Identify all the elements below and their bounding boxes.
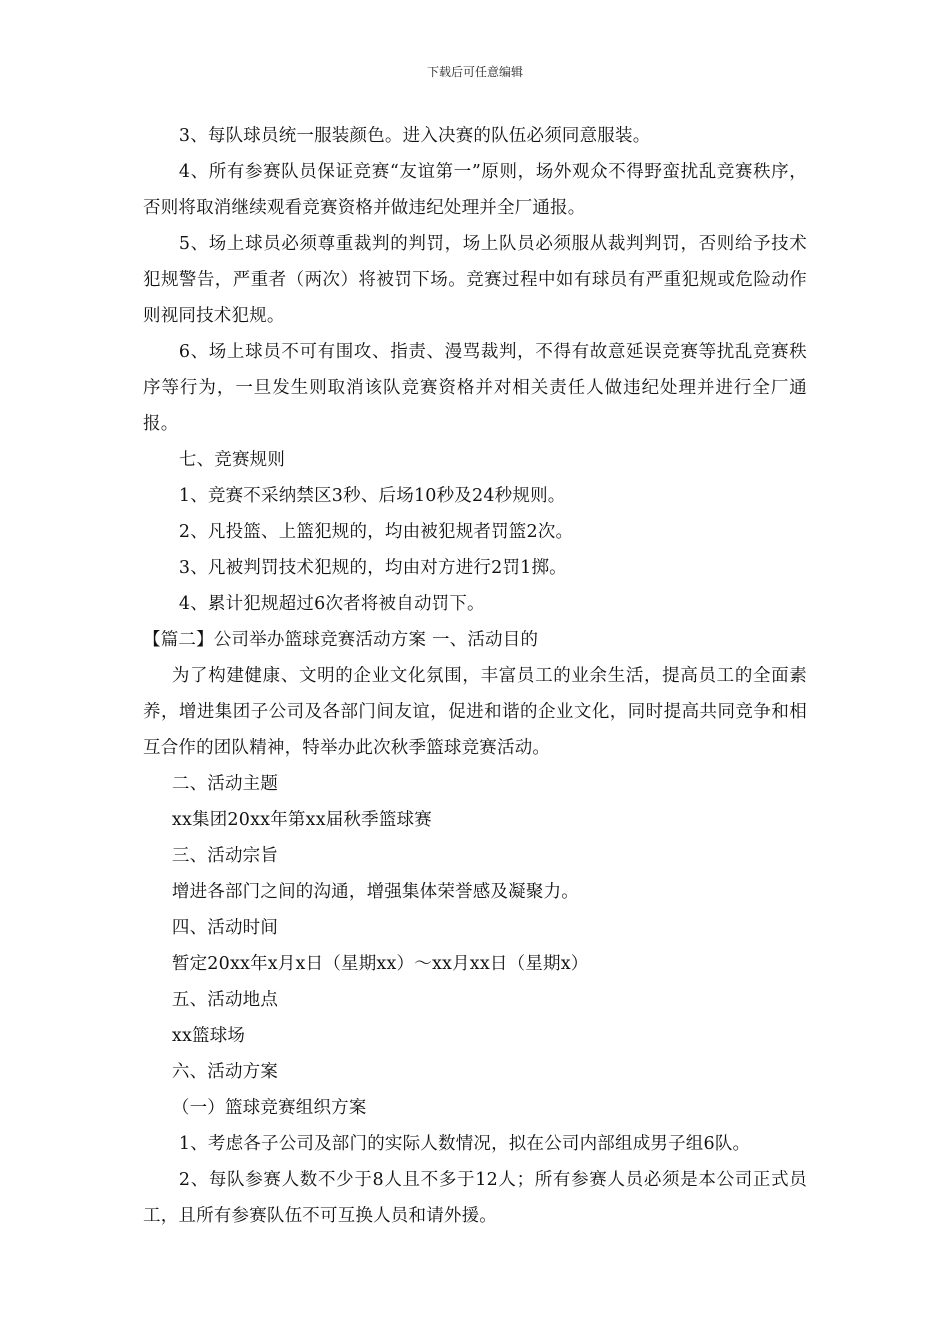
paragraph-rule-5-referee: 5、场上球员必须尊重裁判的判罚，场上队员必须服从裁判判罚，否则给予技术犯规警告，严重者（两次）将被罚下场。竞赛过程中如有球员有严重犯规或危险动作则视同技术犯规。 [143,234,807,326]
paragraph-competition-rule-2: 2、凡投篮、上篮犯规的，均由被犯规者罚篮2次。 [178,522,574,542]
paragraph-activity-theme: xx集团20xx年第xx届秋季篮球赛 [171,810,432,830]
paragraph-rule-3-uniform: 3、每队球员统一服装颜色。进入决赛的队伍必须同意服装。 [178,126,651,146]
paragraph-rule-4-friendship: 4、所有参赛队员保证竞赛“友谊第一”原则，场外观众不得野蛮扰乱竞赛秩序，否则将取消继续观看竞赛资格并做违纪处理并全厂通报。 [143,162,807,218]
section-heading-activity-theme: 二、活动主题 [171,774,279,794]
page-header-note: 下载后可任意编辑 [426,65,523,79]
section-heading-competition-rules: 七、竞赛规则 [178,450,286,470]
part-two-title: 【篇二】公司举办篮球竞赛活动方案 一、活动目的 [143,630,539,650]
section-heading-activity-time: 四、活动时间 [171,918,279,938]
subsection-heading-organization-plan: （一）篮球竞赛组织方案 [171,1098,367,1118]
paragraph-plan-item-1: 1、考虑各子公司及部门的实际人数情况，拟在公司内部组成男子组6队。 [178,1134,751,1154]
section-heading-activity-plan: 六、活动方案 [171,1062,279,1082]
section-heading-activity-aim: 三、活动宗旨 [171,846,279,866]
paragraph-competition-rule-4: 4、累计犯规超过6次者将被自动罚下。 [178,594,485,614]
section-heading-activity-location: 五、活动地点 [171,990,279,1010]
paragraph-competition-rule-3: 3、凡被判罚技术犯规的，均由对方进行2罚1掷。 [178,558,567,578]
paragraph-competition-rule-1: 1、竞赛不采纳禁区3秒、后场10秒及24秒规则。 [178,486,566,506]
paragraph-activity-location: xx篮球场 [171,1026,246,1046]
document-body [143,118,807,1234]
paragraph-rule-6-conduct: 6、场上球员不可有围攻、指责、漫骂裁判，不得有故意延误竞赛等扰乱竞赛秩序等行为，一旦发生则取消该队竞赛资格并对相关责任人做违纪处理并进行全厂通报。 [143,342,807,434]
paragraph-plan-item-2: 2、每队参赛人数不少于8人且不多于12人；所有参赛人员必须是本公司正式员工，且所有参赛队伍不可互换人员和请外援。 [143,1170,807,1226]
paragraph-activity-aim: 增进各部门之间的沟通，增强集体荣誉感及凝聚力。 [171,882,579,902]
paragraph-activity-purpose: 为了构建健康、文明的企业文化氛围，丰富员工的业余生活，提高员工的全面素养，增进集团子公司及各部门间友谊，促进和谐的企业文化，同时提高共同竞争和相互合作的团队精神，特举办此次秋季篮球竞赛活动。 [143,666,807,758]
paragraph-activity-time: 暂定20xx年x月x日（星期xx）～xx月xx日（星期x） [171,954,589,974]
